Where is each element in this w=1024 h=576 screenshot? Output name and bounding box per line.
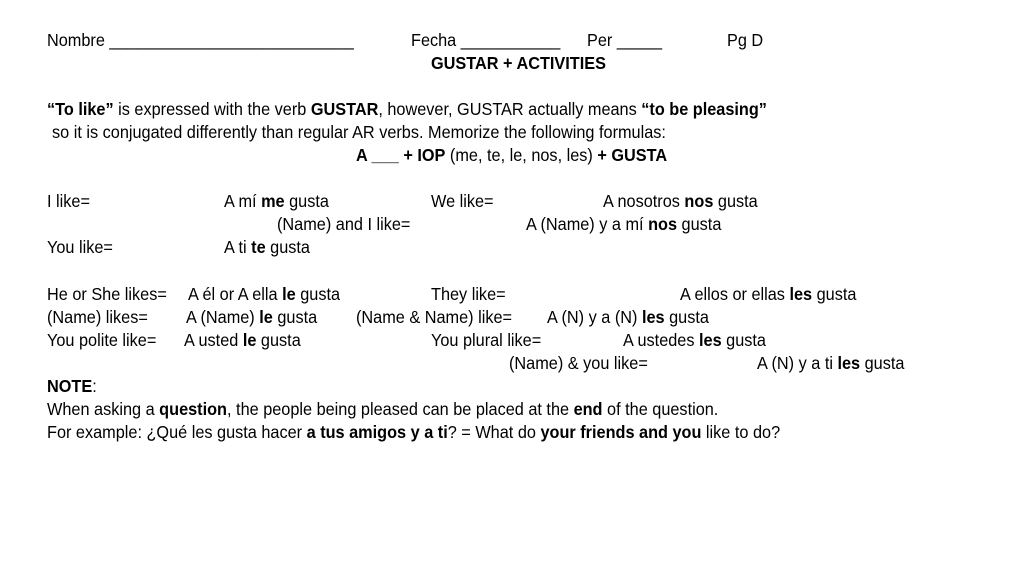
you-plural-form: A ustedes les gusta — [623, 330, 766, 350]
formula-line: A ___ + IOP (me, te, le, nos, les) + GUSTA — [356, 145, 668, 165]
we-like-label: We like= — [431, 191, 494, 211]
we-like-form: A nosotros nos gusta — [603, 191, 758, 211]
name-and-i-form: A (Name) y a mí nos gusta — [526, 214, 722, 234]
name-likes-form: A (Name) le gusta — [186, 307, 318, 327]
note-heading: NOTE: — [47, 376, 97, 396]
note-line-2: For example: ¿Qué les gusta hacer a tus amigos y a ti? = What do your friends and you like to do? — [47, 422, 781, 442]
name-name-label: (Name & Name) like= — [356, 307, 513, 327]
note-line-1: When asking a question, the people being pleased can be placed at the end of the question. — [47, 399, 719, 419]
i-like-label: I like= — [47, 191, 90, 211]
you-polite-label: You polite like= — [47, 330, 157, 350]
you-like-form: A ti te gusta — [224, 237, 310, 257]
header-nombre: Nombre ___________________________ — [47, 30, 354, 50]
name-and-i-label: (Name) and I like= — [277, 214, 411, 234]
header-page: Pg D — [727, 30, 764, 50]
header-per: Per _____ — [587, 30, 663, 50]
they-like-label: They like= — [431, 284, 506, 304]
he-she-form: A él or A ella le gusta — [188, 284, 341, 304]
name-you-label: (Name) & you like= — [509, 353, 648, 373]
name-name-form: A (N) y a (N) les gusta — [547, 307, 709, 327]
header-fecha: Fecha ___________ — [411, 30, 561, 50]
intro-line-2: so it is conjugated differently than regular AR verbs. Memorize the following formulas: — [52, 122, 666, 142]
intro-line-1: “To like” is expressed with the verb GUSTAR, however, GUSTAR actually means “to be pleasing” — [47, 99, 767, 119]
you-plural-label: You plural like= — [431, 330, 542, 350]
he-she-label: He or She likes= — [47, 284, 167, 304]
you-like-label: You like= — [47, 237, 113, 257]
they-like-form: A ellos or ellas les gusta — [680, 284, 857, 304]
i-like-form: A mí me gusta — [224, 191, 329, 211]
you-polite-form: A usted le gusta — [184, 330, 301, 350]
name-likes-label: (Name) likes= — [47, 307, 148, 327]
page-title: GUSTAR + ACTIVITIES — [431, 53, 606, 73]
name-you-form: A (N) y a ti les gusta — [757, 353, 905, 373]
